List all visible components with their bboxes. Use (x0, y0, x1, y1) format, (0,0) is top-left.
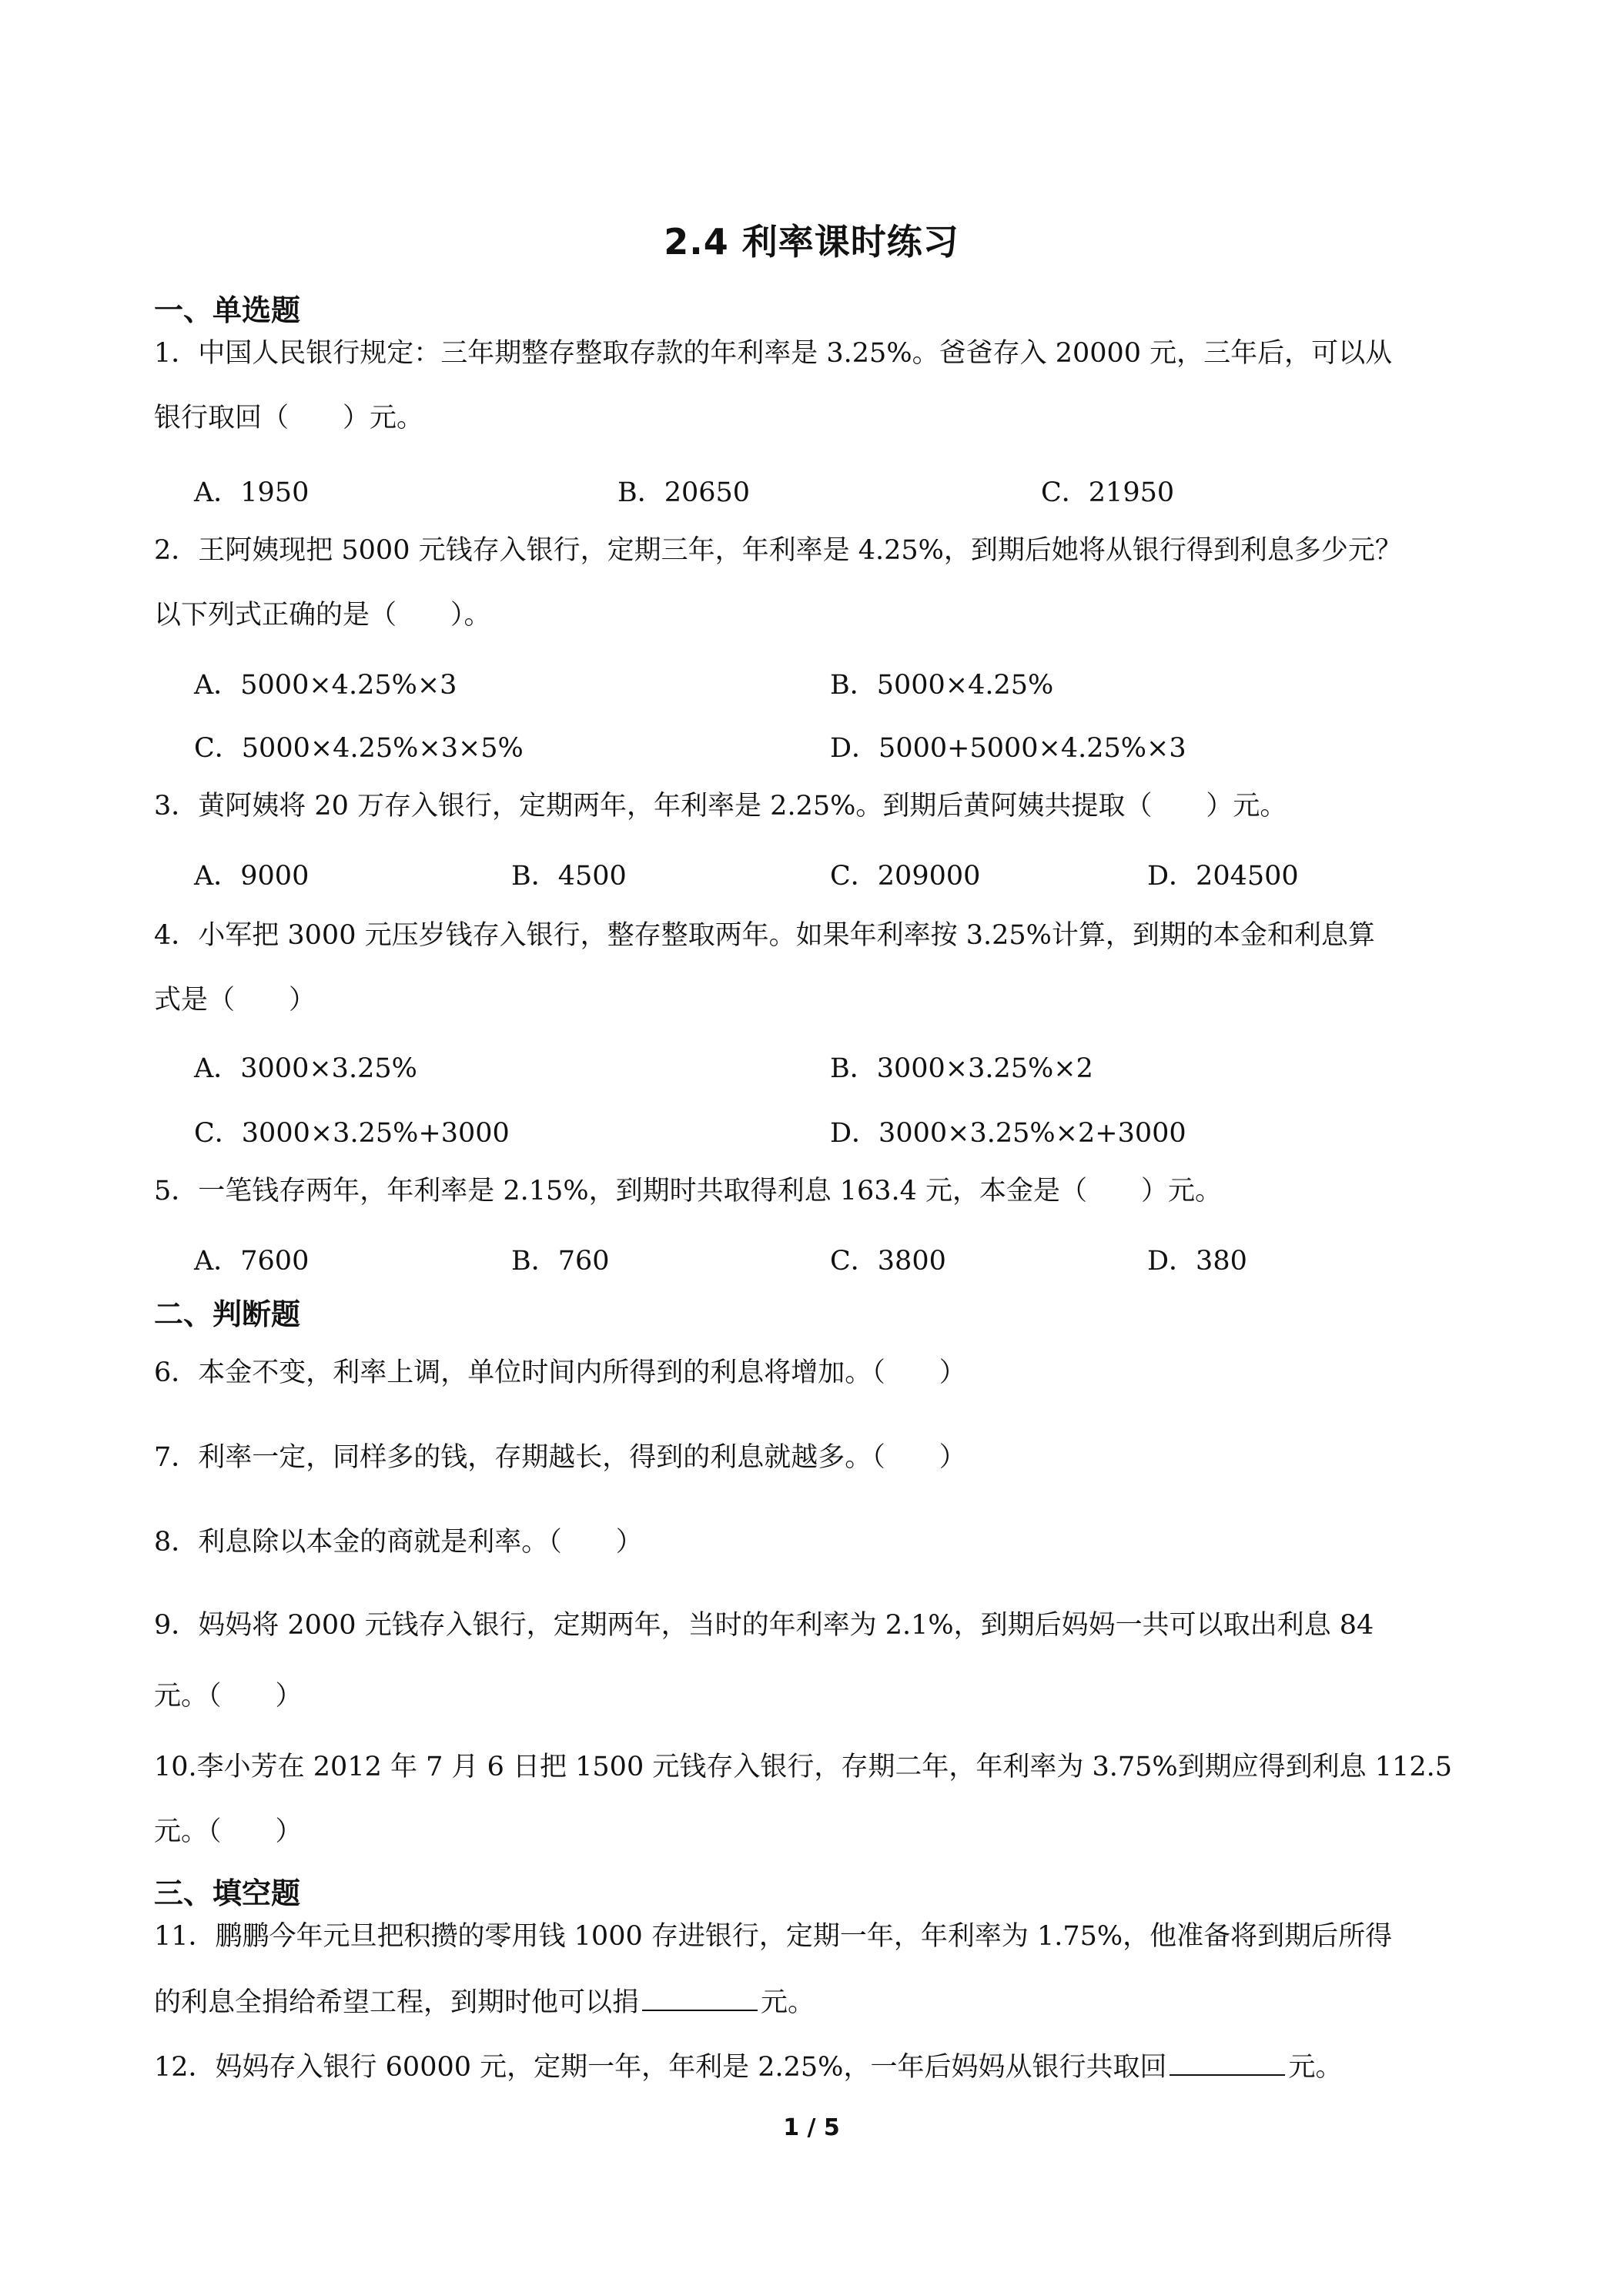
question-11-text: 的利息全捐给希望工程，到期时他可以捐 (154, 1987, 640, 2018)
question-11-line-2 (154, 1982, 815, 2022)
question-2-line-2: 以下列式正确的是（ ）。 (154, 600, 491, 631)
question-4-option-a: A．3000×3.25% (194, 1053, 417, 1084)
question-2-option-b: B．5000×4.25% (830, 670, 1054, 701)
question-4-line-1: 4．小军把 3000 元压岁钱存入银行，整存整取两年。如果年利率按 3.25%计算，到期的本金和利息算 (154, 920, 1375, 951)
question-6: 6．本金不变，利率上调，单位时间内所得到的利息将增加。（ ） (154, 1357, 966, 1388)
section-heading-single-choice: 一、单选题 (154, 293, 301, 327)
question-2-option-d: D．5000+5000×4.25%×3 (830, 733, 1186, 764)
question-4-option-b: B．3000×3.25%×2 (830, 1053, 1093, 1084)
question-9-line-1: 9．妈妈将 2000 元钱存入银行，定期两年，当时的年利率为 2.1%，到期后妈妈一共可以取出利息 84 (154, 1610, 1374, 1641)
question-5-line-1: 5．一笔钱存两年，年利率是 2.15%，到期时共取得利息 163.4 元，本金是（ ）元。 (154, 1176, 1223, 1207)
question-1-line-2: 银行取回（ ）元。 (154, 403, 424, 433)
question-4-option-d: D．3000×3.25%×2+3000 (830, 1118, 1186, 1149)
question-10-line-1: 10.李小芳在 2012 年 7 月 6 日把 1500 元钱存入银行，存期二年，年利率为 3.75%到期应得到利息 112.5 (154, 1752, 1452, 1782)
question-4-line-2: 式是（ ） (154, 985, 316, 1016)
question-2-option-a: A．5000×4.25%×3 (194, 670, 457, 701)
question-3-option-b: B．4500 (511, 861, 627, 892)
question-10-line-2: 元。（ ） (154, 1816, 303, 1847)
page-number: 1 / 5 (783, 2114, 840, 2141)
question-3-option-d: D．204500 (1147, 861, 1299, 892)
question-12-unit: 元。 (1288, 2052, 1343, 2083)
section-heading-fill-in: 三、填空题 (154, 1876, 301, 1910)
question-1-option-b: B．20650 (617, 477, 751, 508)
question-4-option-c: C．3000×3.25%+3000 (194, 1118, 510, 1149)
answer-blank-11[interactable] (642, 1982, 758, 2011)
question-5-option-a: A．7600 (194, 1246, 310, 1277)
question-3-option-a: A．9000 (194, 861, 310, 892)
question-5-option-d: D．380 (1147, 1246, 1247, 1277)
question-12-text: 12．妈妈存入银行 60000 元，定期一年，年利是 2.25%，一年后妈妈从银行共取回 (154, 2052, 1167, 2083)
question-1-line-1: 1．中国人民银行规定：三年期整存整取存款的年利率是 3.25%。爸爸存入 20000 元，三年后，可以从 (154, 338, 1393, 369)
question-12-line-1 (154, 2047, 1342, 2087)
question-8: 8．利息除以本金的商就是利率。（ ） (154, 1527, 643, 1558)
question-1-option-c: C．21950 (1041, 477, 1175, 508)
question-5-option-b: B．760 (511, 1246, 610, 1277)
section-heading-true-false: 二、判断题 (154, 1297, 301, 1331)
question-9-line-2: 元。（ ） (154, 1681, 303, 1712)
question-7: 7．利率一定，同样多的钱，存期越长，得到的利息就越多。（ ） (154, 1442, 966, 1473)
question-3-option-c: C．209000 (830, 861, 981, 892)
question-2-option-c: C．5000×4.25%×3×5% (194, 733, 524, 764)
page-title: 2.4 利率课时练习 (664, 221, 959, 263)
question-3-line-1: 3．黄阿姨将 20 万存入银行，定期两年，年利率是 2.25%。到期后黄阿姨共提取（ ）元。 (154, 791, 1287, 822)
answer-blank-12[interactable] (1170, 2047, 1285, 2076)
question-11-unit: 元。 (761, 1987, 815, 2018)
question-1-option-a: A．1950 (194, 477, 310, 508)
question-11-line-1: 11．鹏鹏今年元旦把积攒的零用钱 1000 存进银行，定期一年，年利率为 1.75%，他准备将到期后所得 (154, 1921, 1393, 1952)
question-5-option-c: C．3800 (830, 1246, 946, 1277)
question-2-line-1: 2．王阿姨现把 5000 元钱存入银行，定期三年，年利率是 4.25%，到期后她将从银行得到利息多少元？ (154, 535, 1402, 566)
